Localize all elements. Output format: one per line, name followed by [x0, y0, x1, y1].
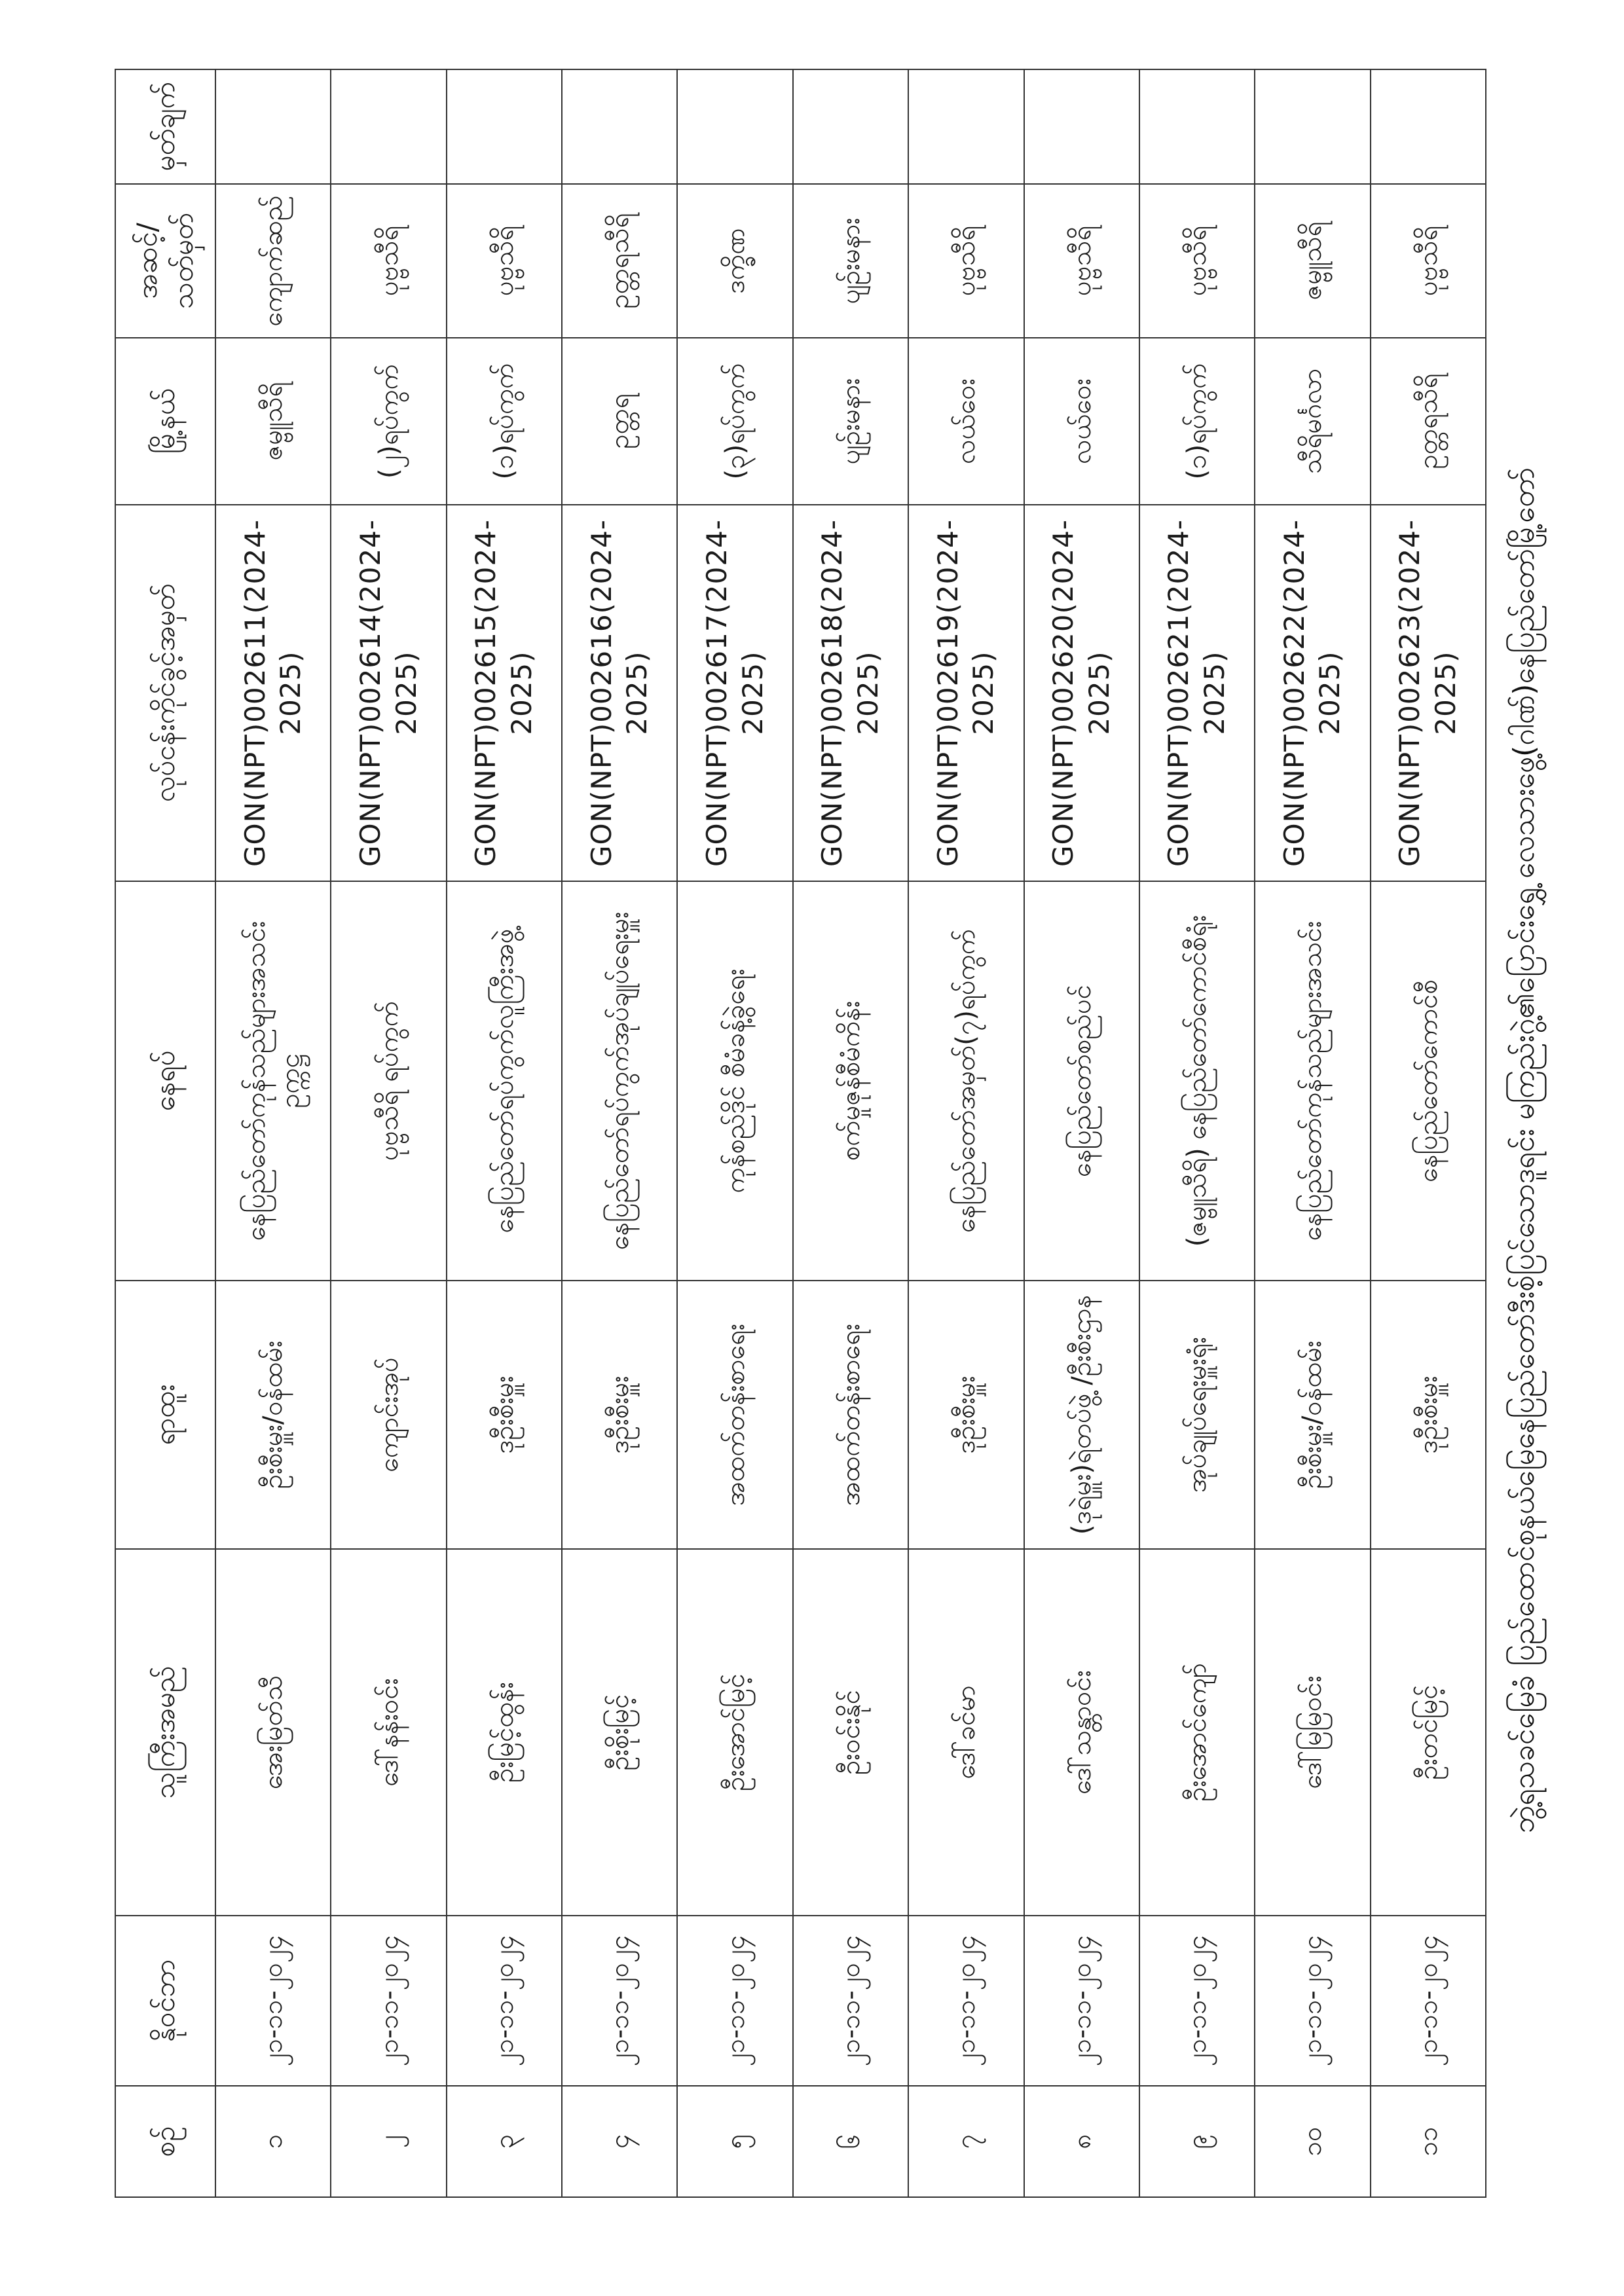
cell-no: ၅: [677, 2086, 792, 2197]
cell-township: (၁)ရပ်ကွက်: [447, 338, 562, 505]
cell-no: ၁၀: [1255, 2086, 1370, 2197]
header-address: နေရပ်: [115, 881, 215, 1281]
table-row: [447, 69, 562, 2197]
record-table: [115, 69, 1486, 2198]
table-row: [1139, 69, 1255, 2197]
table-row: [793, 69, 908, 2197]
cell-region: ပုဗ္ဗသီရိ: [447, 184, 562, 338]
cell-remark: [562, 69, 677, 184]
cell-township: (၃)ရပ်ကွက်: [677, 338, 792, 505]
cell-region: ဒက္ခိဏ: [677, 184, 792, 338]
cell-township: (၁)ရပ်ကွက်: [1139, 338, 1255, 505]
cell-name: ဦးအောင်ကျော်: [1139, 1549, 1255, 1916]
cell-township: ဇမ္ဗူသီရိ: [215, 338, 331, 505]
cell-role: ဒုဦးစီးမှူး: [562, 1281, 677, 1549]
cell-remark: [1139, 69, 1255, 184]
cell-name: ဦးအောင်မြင့်: [677, 1549, 792, 1916]
cell-region: ပုဗ္ဗသီရိ: [1139, 184, 1255, 338]
cell-name: ဦးမြင့်ထွန်း: [447, 1549, 562, 1916]
cell-township: ဥတ္တရသီရိ: [1371, 338, 1486, 505]
cell-role: ကျောင်းအုပ်: [331, 1281, 446, 1549]
cell-township: လယ်ဝေး: [1024, 338, 1139, 505]
table-row: [908, 69, 1024, 2197]
table-row: [562, 69, 677, 2197]
table-header-row: [115, 69, 215, 2197]
cell-role: ဒုဦးစီးမှူး: [908, 1281, 1024, 1549]
cell-remark: [677, 69, 792, 184]
cell-role: ဦးစီးမှူး/ဝန်ထမ်း: [215, 1281, 331, 1549]
cell-date: ၂၁-၁၁-၂၀၂၄: [562, 1916, 677, 2086]
cell-address: နေပြည်တော်စည်ပင်: [1024, 881, 1139, 1281]
cell-date: ၂၁-၁၁-၂၀၂၄: [1024, 1916, 1139, 2086]
cell-date: ၂၁-၁၁-၂၀၂၄: [215, 1916, 331, 2086]
cell-date: ၂၁-၁၁-၂၀၂၄: [1139, 1916, 1255, 2086]
header-permit-no: လုပ်ငန်းကိုင်ခွင့်အမှတ်: [115, 505, 215, 881]
cell-address: နေပြည်တော်ကောင်စီ: [1371, 881, 1486, 1281]
cell-township: ဥတ္တရ: [562, 338, 677, 505]
header-township: မြို့နယ်: [115, 338, 215, 505]
cell-date: ၂၁-၁၁-၂၀၂၄: [331, 1916, 446, 2086]
cell-address: ပုဗ္ဗသီရိ ရပ်ကွက်: [331, 881, 446, 1281]
table-row: [1371, 69, 1486, 2197]
cell-township: သီရိမင်္ဂလာ: [1255, 338, 1370, 505]
cell-permit-no: GON(NPT)002618(2024-2025): [793, 505, 908, 881]
page-title: ဘွဲ့ရသခင်မြေခံ ပြည်ထောင်စုနယ်မြေနေပြည်တော်ဒီးစ့်ပြင်သောဒူရင်း မကြည်းဂွဲ့၏ပြောင်းရွှေ့ လေသားဖွေ့(ဂါဏ်)နေပြည်တော်မြို့တော်: [1507, 467, 1541, 1834]
header-region: အဆင့်/သတ်မှတ်: [115, 184, 215, 338]
cell-no: ၁: [215, 2086, 331, 2197]
cell-no: ၃: [447, 2086, 562, 2197]
cell-no: ၂: [331, 2086, 446, 2197]
cell-date: ၂၁-၁၁-၂၀၂၄: [908, 1916, 1024, 2086]
cell-address: (ဇမ္ဗူသီရိ) နေပြည်တော်ကောင်စီရုံး: [1139, 881, 1255, 1281]
cell-address: နေပြည်တော်ရပ်ကွက်လူကြီးအဖွဲ့: [447, 881, 562, 1281]
cell-region: ပုဗ္ဗသီရိ: [331, 184, 446, 338]
cell-permit-no: GON(NPT)002621(2024-2025): [1139, 505, 1255, 881]
cell-permit-no: GON(NPT)002622(2024-2025): [1255, 505, 1370, 881]
cell-no: ၄: [562, 2086, 677, 2197]
cell-role: အထက်တန်းစာရေး: [677, 1281, 792, 1549]
cell-permit-no: GON(NPT)002614(2024-2025): [331, 505, 446, 881]
cell-permit-no: GON(NPT)002615(2024-2025): [447, 505, 562, 881]
table-row: [677, 69, 792, 2197]
cell-no: ၈: [1024, 2086, 1139, 2197]
cell-role: (ဒုရဲမှူး)ရဲတပ်ဖွဲ့ /ဦးစီးဌာန: [1024, 1281, 1139, 1549]
cell-remark: [908, 69, 1024, 184]
cell-region: ပုဗ္ဗသီရိ: [1024, 184, 1139, 338]
cell-address: နေပြည်တော်ကုန်သည်များအသင်း ဥက္ကဋ္ဌ: [215, 881, 331, 1281]
cell-permit-no: GON(NPT)002616(2024-2025): [562, 505, 677, 881]
cell-remark: [215, 69, 331, 184]
cell-region: ပုဗ္ဗသီရိ: [908, 184, 1024, 338]
cell-date: ၂၁-၁၁-၂၀၂၄: [1255, 1916, 1370, 2086]
cell-name: ဒေါ်ခင်မာ: [908, 1549, 1024, 1916]
cell-name: ဒေါ်မြမြဝင်း: [1255, 1549, 1370, 1916]
table-row: [1024, 69, 1139, 2197]
table-row: [331, 69, 446, 2197]
cell-name: အေးမြတ်သီ: [215, 1549, 331, 1916]
cell-permit-no: GON(NPT)002620(2024-2025): [1024, 505, 1139, 881]
cell-no: ၇: [908, 2086, 1024, 2197]
cell-permit-no: GON(NPT)002623(2024-2025): [1371, 505, 1486, 881]
cell-role: ဦးစီးမှူး/ဝန်ထမ်း: [1255, 1281, 1370, 1549]
cell-region: ကျောက်ဆည်: [215, 184, 331, 338]
cell-address: စက်မှုဇုန်စီမံကိန်း: [793, 881, 908, 1281]
cell-date: ၂၁-၁၁-၂၀၂၄: [447, 1916, 562, 2086]
table-row: [1255, 69, 1370, 2197]
cell-address: နေပြည်တော်ကုန်သည်များအသင်း: [1255, 881, 1370, 1281]
cell-remark: [1371, 69, 1486, 184]
cell-date: ၂၁-၁၁-၂၀၂၄: [793, 1916, 908, 2086]
cell-remark: [793, 69, 908, 184]
cell-name: ဦးတင်မြင့်: [1371, 1549, 1486, 1916]
cell-no: ၆: [793, 2086, 908, 2197]
cell-address: နေပြည်တော်အမှတ်(၇)ရပ်ကွက်: [908, 881, 1024, 1281]
cell-region: ပုဗ္ဗသီရိ: [1371, 184, 1486, 338]
cell-role: ဒုဦးစီးမှူး: [1371, 1281, 1486, 1549]
cell-name: ဒေါ်သန္တာဝင်း: [1024, 1549, 1139, 1916]
cell-no: ၁၁: [1371, 2086, 1486, 2197]
cell-permit-no: GON(NPT)002617(2024-2025): [677, 505, 792, 881]
cell-role: အုပ်ချုပ်ရေးမှူးရုံး: [1139, 1281, 1255, 1549]
cell-name: ဦးဝင်းနိုင်: [793, 1549, 908, 1916]
cell-name: ဒေါ်နန်းဝင်း: [331, 1549, 446, 1916]
cell-township: (၂)ရပ်ကွက်: [331, 338, 446, 505]
cell-region: ဇမ္ဗူသီရိ: [1255, 184, 1370, 338]
header-no: စဉ်: [115, 2086, 215, 2197]
cell-permit-no: GON(NPT)002619(2024-2025): [908, 505, 1024, 881]
cell-region: ပျဉ်းမနား: [793, 184, 908, 338]
header-remark: မှတ်ချက်: [115, 69, 215, 184]
cell-address: ကုန်စည်ဒိုင် စီမံခန့်ခွဲရေး: [677, 881, 792, 1281]
cell-name: ဦးစိုးမြင့်: [562, 1549, 677, 1916]
cell-remark: [447, 69, 562, 184]
cell-date: ၂၁-၁၁-၂၀၂၄: [677, 1916, 792, 2086]
cell-township: လယ်ဝေး: [908, 338, 1024, 505]
cell-role: အထက်တန်းစာရေး: [793, 1281, 908, 1549]
header-date: နိုဝင်ဘာ: [115, 1916, 215, 2086]
cell-remark: [1024, 69, 1139, 184]
cell-remark: [1255, 69, 1370, 184]
cell-region: ဥတ္တရသီရိ: [562, 184, 677, 338]
cell-permit-no: GON(NPT)002611(2024-2025): [215, 505, 331, 881]
header-role: ရာထူး: [115, 1281, 215, 1549]
cell-remark: [331, 69, 446, 184]
cell-no: ၉: [1139, 2086, 1255, 2197]
header-name: သူကြီးအမည်: [115, 1549, 215, 1916]
cell-role: ဒုဦးစီးမှူး: [447, 1281, 562, 1549]
table-row: [215, 69, 331, 2197]
cell-township: ပျဉ်းမနား: [793, 338, 908, 505]
cell-address: နေပြည်တော်ရပ်ကွက်အုပ်ချုပ်ရေးမှူး: [562, 881, 677, 1281]
cell-date: ၂၁-၁၁-၂၀၂၄: [1371, 1916, 1486, 2086]
